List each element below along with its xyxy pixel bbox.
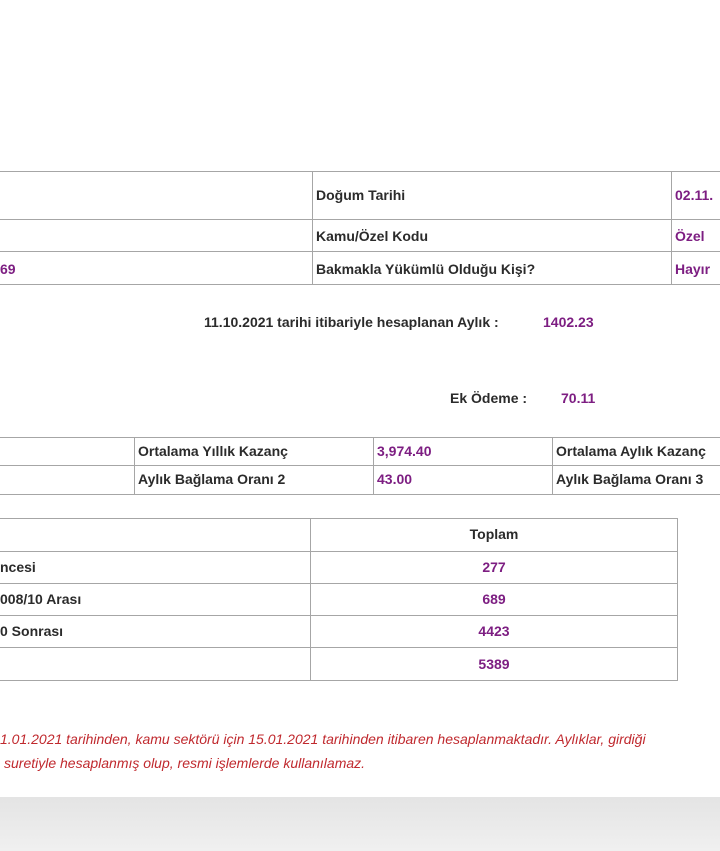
days-row-label: 008/10 Arası xyxy=(0,591,82,607)
avg-yearly-earnings-value: 3,974.40 xyxy=(377,443,432,459)
days-row-label: ncesi xyxy=(0,559,36,575)
earnings-table xyxy=(0,437,720,495)
sector-code-label: Kamu/Özel Kodu xyxy=(316,228,429,244)
dependents-label: Bakmakla Yükümlü Olduğu Kişi? xyxy=(316,261,536,277)
avg-yearly-earnings-label: Ortalama Yıllık Kazanç xyxy=(138,443,288,459)
info-table xyxy=(0,171,720,285)
days-row-label: 0 Sonrası xyxy=(0,623,64,639)
info-table-divider xyxy=(671,172,672,285)
binding-rate-3-label: Aylık Bağlama Oranı 3 xyxy=(556,471,704,487)
pension-label: 11.10.2021 tarihi itibariyle hesaplanan Aylık : xyxy=(204,314,499,330)
disclaimer-line-1: 1.01.2021 tarihinden, kamu sektörü için 15.01.2021 tarihinden itibaren hesaplanmaktadır. Aylıklar, girdiği xyxy=(0,731,646,747)
earnings-table-divider xyxy=(552,438,553,495)
earnings-table-divider xyxy=(373,438,374,495)
pension-value: 1402.23 xyxy=(543,314,594,330)
extra-payment-value: 70.11 xyxy=(561,390,596,406)
earnings-table-divider xyxy=(134,438,135,495)
days-grand-total: 5389 xyxy=(478,656,510,672)
days-row-total: 4423 xyxy=(478,623,510,639)
info-table-divider xyxy=(312,172,313,285)
birth-date-value: 02.11. xyxy=(675,187,714,203)
dependents-value: Hayır xyxy=(675,261,711,277)
binding-rate-2-label: Aylık Bağlama Oranı 2 xyxy=(138,471,286,487)
days-row-total: 277 xyxy=(482,559,506,575)
avg-monthly-earnings-label: Ortalama Aylık Kazanç xyxy=(556,443,706,459)
disclaimer-line-2: suretiyle hesaplanmış olup, resmi işlemlerde kullanılamaz. xyxy=(4,755,366,771)
extra-payment-label: Ek Ödeme : xyxy=(450,390,528,406)
info-left-value: 69 xyxy=(0,261,16,277)
footer-band xyxy=(0,797,720,851)
days-total-header: Toplam xyxy=(469,526,519,542)
days-table xyxy=(0,518,678,681)
days-row-total: 689 xyxy=(482,591,506,607)
sector-code-value: Özel xyxy=(675,228,705,244)
binding-rate-2-value: 43.00 xyxy=(377,471,413,487)
birth-date-label: Doğum Tarihi xyxy=(316,187,406,203)
